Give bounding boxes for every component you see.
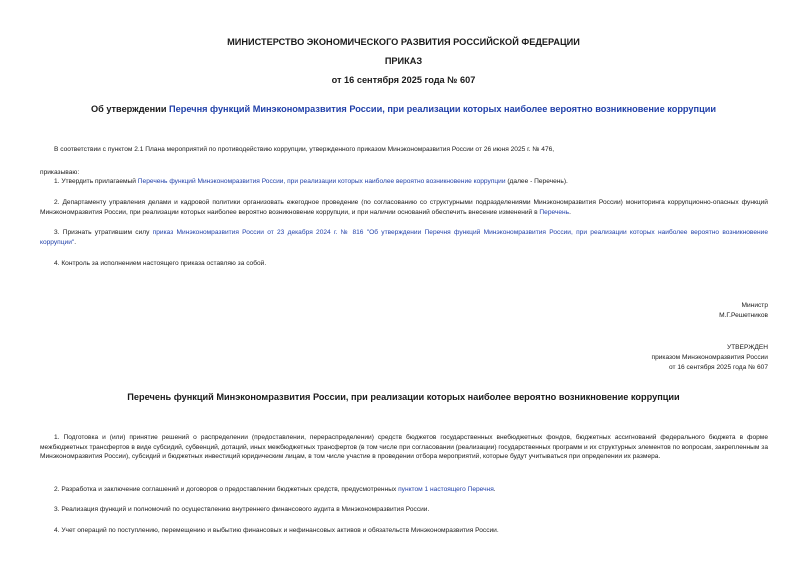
title-link[interactable]: Перечня функций Минэкономразвития России, при реализации которых наиболее вероятно возникновение коррупции (169, 104, 717, 114)
order-item-2: 2. Департаменту управления делами и кадровой политики организовать ежегодное проведение (по согласованию со структурными подразделениями Минэкономразвития России) мониторинга коррупционно-опасных функций Минэкономразвития России, при реализации которых наиболее вероятно возникновение коррупции, и при наличии оснований обеспечить внесение изменений в Перечень. (40, 199, 768, 216)
ministry-name: МИНИСТЕРСТВО ЭКОНОМИЧЕСКОГО РАЗВИТИЯ РОССИЙСКОЙ ФЕДЕРАЦИИ (227, 37, 580, 47)
approval-label: УТВЕРЖДЕН (726, 344, 768, 351)
perechen-link[interactable]: Перечень функций Минэкономразвития России, при реализации которых наиболее вероятно возникновение коррупции (137, 178, 506, 185)
perechen-link-2[interactable]: Перечень (539, 208, 570, 216)
approval-order: приказом Минэкономразвития России (651, 354, 768, 361)
preamble: В соответствии с пунктом 2.1 Плана мероприятий по противодействию коррупции, утвержденного приказом Минэкономразвития России от 26 июня 2025 г. № 476, (54, 146, 555, 153)
order-item-4: 4. Контроль за исполнением настоящего приказа оставляю за собой. (54, 260, 267, 267)
list-title: Перечень функций Минэкономразвития России, при реализации которых наиболее вероятно возникновение коррупции (127, 392, 680, 402)
order-word: приказываю: (40, 169, 80, 176)
item-1-link[interactable]: пунктом 1 настоящего Перечня (398, 486, 494, 493)
list-item-2: 2. Разработка и заключение соглашений и договоров о предоставлении бюджетных средств, предусмотренных пунктом 1 настоящего Перечня. (54, 486, 496, 493)
list-item-1: 1. Подготовка и (или) принятие решений о распределении (предоставлении, перераспределении) средств бюджетов государственных внебюджетных фондов, бюджетных ассигнований федерального бюджета в форме межбюджетных трансфертов в виде субсидий, субвенций, дотаций, иных межбюджетных трансфертов (в том числе при согласовании (реализации) государственных программ и их структурных элементов по вопросам, закрепленным за Минэкономразвития России), субсидий и бюджетных инвестиций юридическим лицам, в том числе участие в проведении отбора мероприятий, которые будут учитываться при определении их размера. (40, 434, 768, 461)
document-title (0, 104, 807, 114)
list-item-3: 3. Реализация функций и полномочий по осуществлению внутреннего финансового аудита в Минэкономразвития России. (54, 506, 430, 513)
order-item-1: 1. Утвердить прилагаемый Перечень функций Минэкономразвития России, при реализации которых наиболее вероятно возникновение коррупции (далее - Перечень). (54, 178, 568, 185)
signature-position: Министр (741, 302, 768, 309)
approval-date: от 16 сентября 2025 года № 607 (668, 364, 768, 371)
order-item-3: 3. Признать утратившим силу приказ Минэкономразвития России от 23 декабря 2024 г. № 816 "Об утверждении Перечня функций Минэкономразвития России, при реализации которых наиболее вероятно возникновение коррупции". (40, 229, 768, 246)
repealed-order-link[interactable]: приказ Минэкономразвития России от 23 декабря 2024 г. № 816 "Об утверждении Перечня функций Минэкономразвития России, при реализации которых наиболее вероятно возникновение коррупции" (40, 229, 768, 246)
document-type: ПРИКАЗ (384, 56, 423, 66)
title-prefix: Об утверждении (90, 104, 170, 114)
list-item-4: 4. Учет операций по поступлению, перемещению и выбытию финансовых и нефинансовых активов и обязательств Минэкономразвития России. (54, 527, 499, 534)
document-date-number: от 16 сентября 2025 года № 607 (331, 75, 476, 85)
signature-name: М.Г.Решетников (719, 312, 768, 319)
